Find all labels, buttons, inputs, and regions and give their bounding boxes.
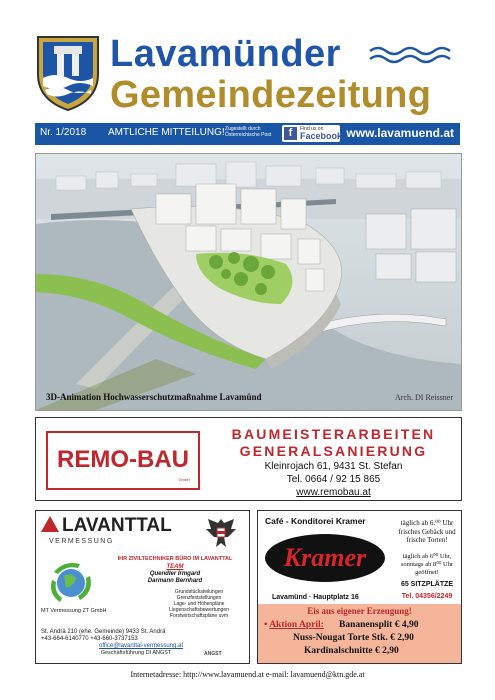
kramer-address: Lavamünd · Hauptplatz 16 (272, 594, 359, 601)
photo-caption: 3D-Animation Hochwasserschutzmaßnahme Lavamünd (46, 392, 262, 402)
lavanttal-logo-subtitle: VERMESSUNG (49, 538, 114, 545)
lavanttal-manager: Geschäftsführung DI ANGST (100, 650, 172, 656)
lavanttal-services-list (154, 589, 244, 619)
kramer-logo (263, 528, 388, 586)
remobau-logo (46, 431, 200, 490)
lavanttal-company: MT Vermessung ZT GmbH (41, 608, 107, 614)
remobau-address: Kleinrojach 61, 9431 St. Stefan (264, 461, 403, 472)
recycle-globe-icon (46, 558, 96, 606)
facebook-label: Facebook (300, 131, 343, 141)
lavanttal-logo (41, 515, 172, 537)
info-bar (35, 123, 460, 145)
triangle-logo-icon (41, 516, 59, 532)
coat-of-arms-icon (35, 34, 101, 112)
kramer-phone: Tel. 04356/2249 (401, 593, 453, 600)
cover-photo (35, 153, 462, 411)
kramer-icecream-note: Eis aus eigener Erzeugung! (307, 606, 412, 616)
service-item: Grundstücksteilungen (174, 589, 224, 595)
angst-logo: ANGST (204, 651, 222, 657)
website-link[interactable]: www.lavamuend.at (346, 126, 454, 140)
kramer-offer-item: Bananensplit € 4,90 (339, 620, 419, 630)
service-item: Forstwirtschaftspläne uvm (169, 613, 229, 619)
remobau-website-link[interactable]: www.remobau.at (296, 487, 371, 498)
kramer-fresh-note: täglich ab 6.⁰⁰ Uhr frisches Gebäck und frische Torten! (398, 519, 456, 544)
photo-credit: Arch. DI Reissner (395, 393, 453, 402)
kramer-hours-note: täglich ab 6⁰⁰ Uhr, sonntags ab 8⁰⁰ Uhr geöffnet! (400, 553, 454, 576)
lavanttal-advertisement (35, 510, 250, 664)
remobau-service2: GENERALSANIERUNG (239, 443, 428, 459)
kramer-advertisement (257, 510, 462, 664)
footer-contact: Internetadresse: http://www.lavamuend.at e-mail: lavamuend@ktn.gde.at (130, 670, 365, 679)
masthead-title-line1: Lavamünder (110, 33, 341, 75)
facebook-badge[interactable] (282, 125, 343, 142)
service-item: Liegenschaftsbewertungen (169, 607, 229, 613)
kramer-offer-label-text: Aktion April: (269, 620, 324, 630)
lavanttal-phones: +43-664-6140770 +43-660-3737153 (41, 636, 138, 642)
kramer-heading: Café - Konditorei Kramer (265, 516, 366, 526)
remobau-service1: BAUMEISTERARBEITEN (231, 426, 436, 442)
austrian-eagle-icon (204, 515, 238, 551)
waves-icon (368, 45, 458, 65)
kramer-offer-item: Nuss-Nougat Torte Stk. € 2,90 (293, 633, 414, 643)
kramer-offer-item: Kardinalschnitte € 2,90 (304, 646, 399, 656)
official-notice: AMTLICHE MITTEILUNG! (108, 127, 225, 138)
remobau-advertisement (35, 417, 462, 501)
lavanttal-email-link[interactable]: office@lavanttal-vermessung.at (98, 643, 184, 649)
service-item: Lage- und Höhenpläne (173, 601, 225, 607)
flood-protection-rendering (36, 154, 461, 410)
lavanttal-person1: Quendler Irmgard (149, 571, 201, 577)
service-item: Grenzfeststellungen (176, 595, 222, 601)
remobau-logo-text: REMO-BAU (57, 446, 189, 473)
kramer-logo-text: Kramer (283, 543, 367, 572)
remobau-logo-gmbh: GmbH (178, 477, 190, 482)
postal-note: Zugestellt durch Österreichische Post (225, 126, 272, 138)
lavanttal-person2: Darmann Bernhard (147, 578, 203, 584)
remobau-phone: Tel. 0664 / 92 15 865 (286, 474, 381, 485)
lavanttal-claim: IHR ZIVILTECHNIKER BÜRO IM LAVANTTAL (117, 556, 233, 562)
lavanttal-team-label: TEAM (166, 564, 184, 570)
facebook-icon: f (284, 127, 297, 140)
lavanttal-address: St. Andrä 210 (ehe. Gemeinde) 9433 St. Andrä (41, 629, 166, 635)
kramer-offer-label: • Aktion April: (264, 620, 324, 630)
masthead-title-line2: Gemeindezeitung (110, 74, 432, 116)
issue-number: Nr. 1/2018 (40, 127, 87, 138)
kramer-seats: 65 SITZPLÄTZE (400, 581, 454, 588)
lavanttal-logo-text: LAVANTTAL (62, 515, 172, 536)
facebook-find-us: Find us on (300, 126, 324, 132)
